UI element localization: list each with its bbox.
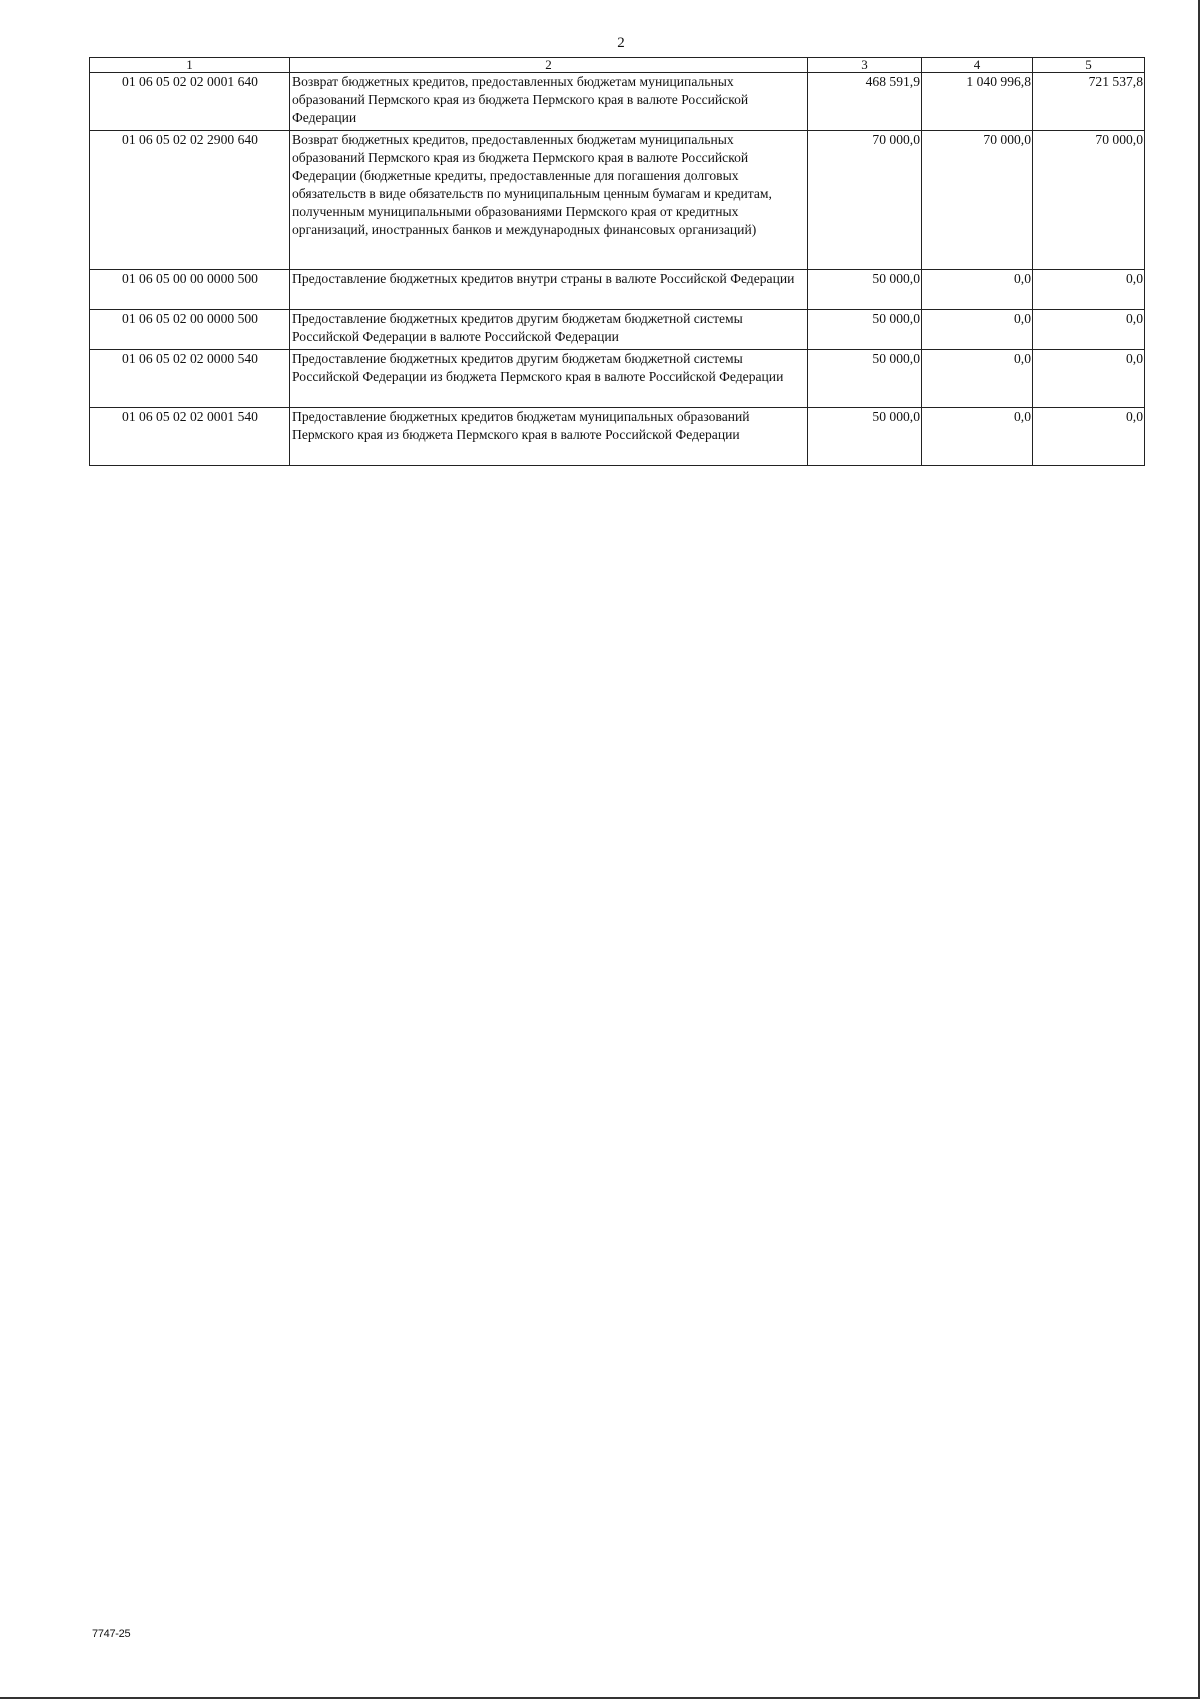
column-header: 2 — [290, 58, 808, 73]
value-col4: 0,0 — [922, 350, 1033, 408]
value-col4: 0,0 — [922, 408, 1033, 466]
table-row — [90, 270, 1145, 310]
value-col4: 1 040 996,8 — [922, 73, 1033, 131]
table-row — [90, 73, 1145, 131]
value-col4: 70 000,0 — [922, 131, 1033, 270]
value-col3: 50 000,0 — [808, 270, 922, 310]
budget-code: 01 06 05 02 00 0000 500 — [90, 310, 290, 350]
row-description: Предоставление бюджетных кредитов другим бюджетам бюджетной системы Российской Федерации из бюджета Пермского края в валюте Российской Федерации — [290, 350, 808, 408]
column-header: 4 — [922, 58, 1033, 73]
value-col5: 721 537,8 — [1033, 73, 1145, 131]
value-col5: 70 000,0 — [1033, 131, 1145, 270]
value-col3: 50 000,0 — [808, 350, 922, 408]
budget-code: 01 06 05 02 02 0000 540 — [90, 350, 290, 408]
value-col3: 50 000,0 — [808, 408, 922, 466]
document-id: 7747-25 — [92, 1628, 131, 1640]
value-col5: 0,0 — [1033, 270, 1145, 310]
column-header: 1 — [90, 58, 290, 73]
table-row — [90, 408, 1145, 466]
row-description: Предоставление бюджетных кредитов другим бюджетам бюджетной системы Российской Федерации в валюте Российской Федерации — [290, 310, 808, 350]
value-col3: 468 591,9 — [808, 73, 922, 131]
table-row — [90, 310, 1145, 350]
row-description: Возврат бюджетных кредитов, предоставленных бюджетам муниципальных образований Пермского края из бюджета Пермского края в валюте Российской Федерации — [290, 73, 808, 131]
value-col3: 70 000,0 — [808, 131, 922, 270]
column-header: 3 — [808, 58, 922, 73]
budget-table — [89, 57, 1145, 466]
row-description: Возврат бюджетных кредитов, предоставленных бюджетам муниципальных образований Пермского края из бюджета Пермского края в валюте Российской Федерации (бюджетные кредиты, предоставленные для погашения долговых обязательств в виде обязательств по муниципальным ценным бумагам и кредитам, полученным муниципальными образованиями Пермского края от кредитных организаций, иностранных банков и международных финансовых организаций) — [290, 131, 808, 270]
value-col4: 0,0 — [922, 310, 1033, 350]
value-col5: 0,0 — [1033, 350, 1145, 408]
table-row — [90, 131, 1145, 270]
value-col3: 50 000,0 — [808, 310, 922, 350]
row-description: Предоставление бюджетных кредитов внутри страны в валюте Российской Федерации — [290, 270, 808, 310]
column-header: 5 — [1033, 58, 1145, 73]
value-col4: 0,0 — [922, 270, 1033, 310]
budget-code: 01 06 05 00 00 0000 500 — [90, 270, 290, 310]
value-col5: 0,0 — [1033, 408, 1145, 466]
row-description: Предоставление бюджетных кредитов бюджетам муниципальных образований Пермского края из бюджета Пермского края в валюте Российской Федерации — [290, 408, 808, 466]
budget-code: 01 06 05 02 02 0001 640 — [90, 73, 290, 131]
table-row — [90, 350, 1145, 408]
table-header-row — [90, 58, 1145, 73]
page-number: 2 — [617, 35, 625, 51]
budget-code: 01 06 05 02 02 0001 540 — [90, 408, 290, 466]
value-col5: 0,0 — [1033, 310, 1145, 350]
budget-code: 01 06 05 02 02 2900 640 — [90, 131, 290, 270]
